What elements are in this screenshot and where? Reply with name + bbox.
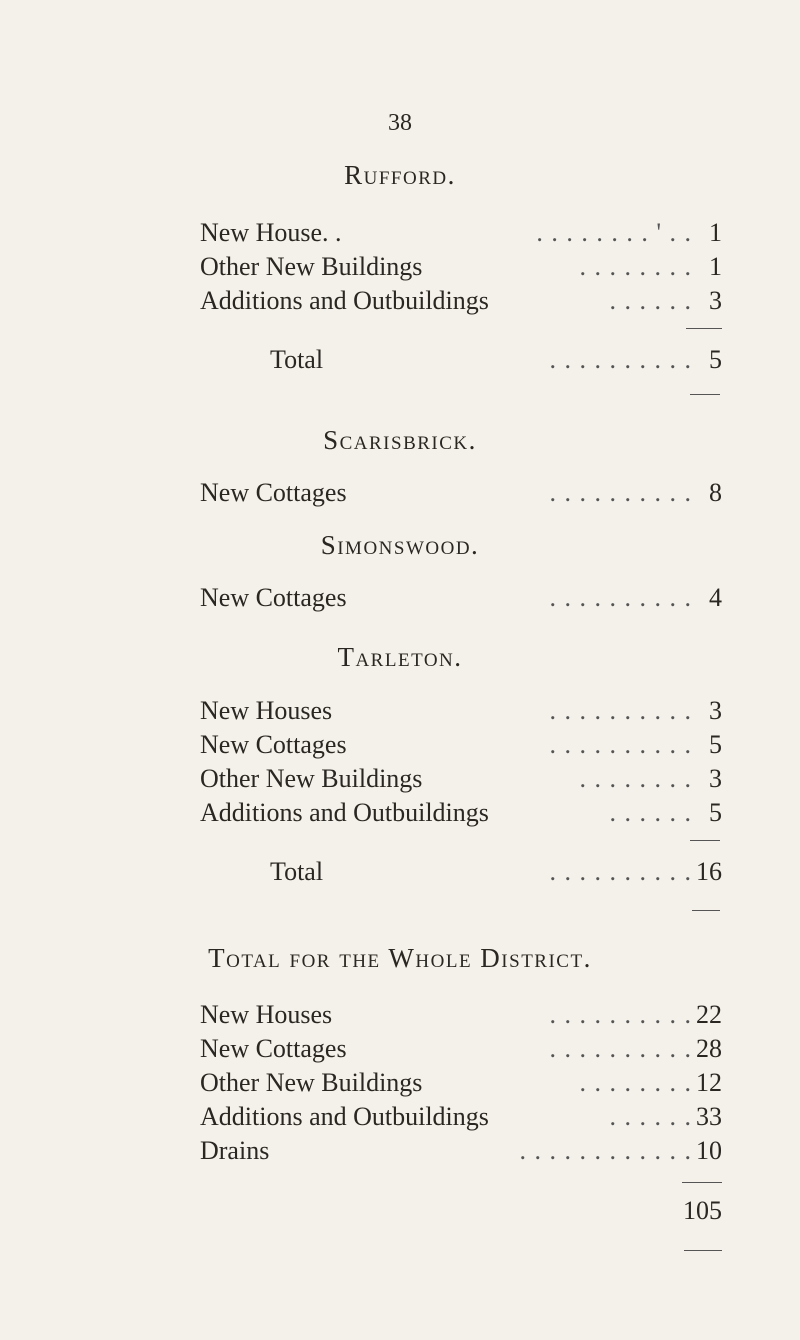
row-value: 5 (709, 798, 722, 827)
row-value: 1 (709, 252, 722, 281)
table-row (0, 218, 800, 252)
leader-dots: . . . . . . . . . . (549, 1034, 692, 1063)
row-value: 3 (709, 286, 722, 315)
sum-rule (682, 1182, 722, 1183)
section-heading-simonswood: Simonswood. (320, 530, 480, 560)
row-label: New Houses (200, 1000, 333, 1029)
row-value: 10 (696, 1136, 722, 1165)
leader-dots: . . . . . . . . . . . . (519, 1136, 692, 1165)
row-value: 4 (709, 583, 722, 612)
table-row (0, 286, 800, 320)
leader-dots: . . . . . . (609, 798, 692, 827)
leader-dots: . . . . . . . . ' . . (536, 218, 692, 247)
total-row (0, 857, 800, 891)
leader-dots: . . . . . . (609, 286, 692, 315)
leader-dots: . . . . . . . . . . (549, 730, 692, 759)
table-row (0, 1102, 800, 1136)
table-row (0, 1136, 800, 1170)
row-label: Additions and Outbuildings (200, 798, 489, 827)
row-label: Other New Buildings (200, 1068, 423, 1097)
row-value: 5 (709, 730, 722, 759)
row-label: New Cottages (200, 478, 347, 507)
table-row (0, 1034, 800, 1068)
row-label: New House. . (200, 218, 342, 247)
table-row (0, 696, 800, 730)
grand-total-value: 105 (683, 1196, 722, 1225)
leader-dots: . . . . . . . . (579, 764, 692, 793)
leader-dots: . . . . . . . . . . (549, 857, 692, 886)
row-label: Other New Buildings (200, 764, 423, 793)
leader-dots: . . . . . . . . (579, 252, 692, 281)
leader-dots: . . . . . . . . . . (549, 345, 692, 374)
table-row (0, 730, 800, 764)
sum-rule (690, 840, 720, 841)
section-heading-whole-district: Total for the Whole District. (208, 943, 592, 973)
section-heading-tarleton: Tarleton. (337, 642, 463, 672)
section-heading-rufford: Rufford. (344, 160, 456, 190)
row-label: Additions and Outbuildings (200, 1102, 489, 1131)
leader-dots: . . . . . . (609, 1102, 692, 1131)
table-row (0, 1068, 800, 1102)
row-value: 8 (709, 478, 722, 507)
table-row (0, 1000, 800, 1034)
row-value: 3 (709, 696, 722, 725)
row-value: 1 (709, 218, 722, 247)
total-row (0, 345, 800, 379)
row-label: Drains (200, 1136, 270, 1165)
total-label: Total (270, 345, 324, 374)
leader-dots: . . . . . . . . . . (549, 583, 692, 612)
table-row (0, 478, 800, 512)
leader-dots: . . . . . . . . . . (549, 696, 692, 725)
row-label: New Cottages (200, 1034, 347, 1063)
table-row (0, 583, 800, 617)
row-value: 22 (696, 1000, 722, 1029)
table-row (0, 798, 800, 832)
row-value: 28 (696, 1034, 722, 1063)
row-value: 12 (696, 1068, 722, 1097)
leader-dots: . . . . . . . . (579, 1068, 692, 1097)
total-rule (692, 910, 720, 911)
total-rule (684, 1250, 722, 1251)
section-heading-scarisbrick: Scarisbrick. (323, 425, 477, 455)
row-label: New Houses (200, 696, 333, 725)
total-rule (690, 394, 720, 395)
leader-dots: . . . . . . . . . . (549, 1000, 692, 1029)
row-label: New Cottages (200, 583, 347, 612)
total-label: Total (270, 857, 324, 886)
page-number: 38 (388, 110, 412, 136)
grand-total-row (0, 1196, 800, 1230)
table-row (0, 764, 800, 798)
leader-dots: . . . . . . . . . . (549, 478, 692, 507)
sum-rule (686, 328, 722, 329)
row-label: Other New Buildings (200, 252, 423, 281)
row-value: 33 (696, 1102, 722, 1131)
table-row (0, 252, 800, 286)
row-label: New Cottages (200, 730, 347, 759)
row-label: Additions and Outbuildings (200, 286, 489, 315)
total-value: 16 (696, 857, 722, 886)
total-value: 5 (709, 345, 722, 374)
row-value: 3 (709, 764, 722, 793)
